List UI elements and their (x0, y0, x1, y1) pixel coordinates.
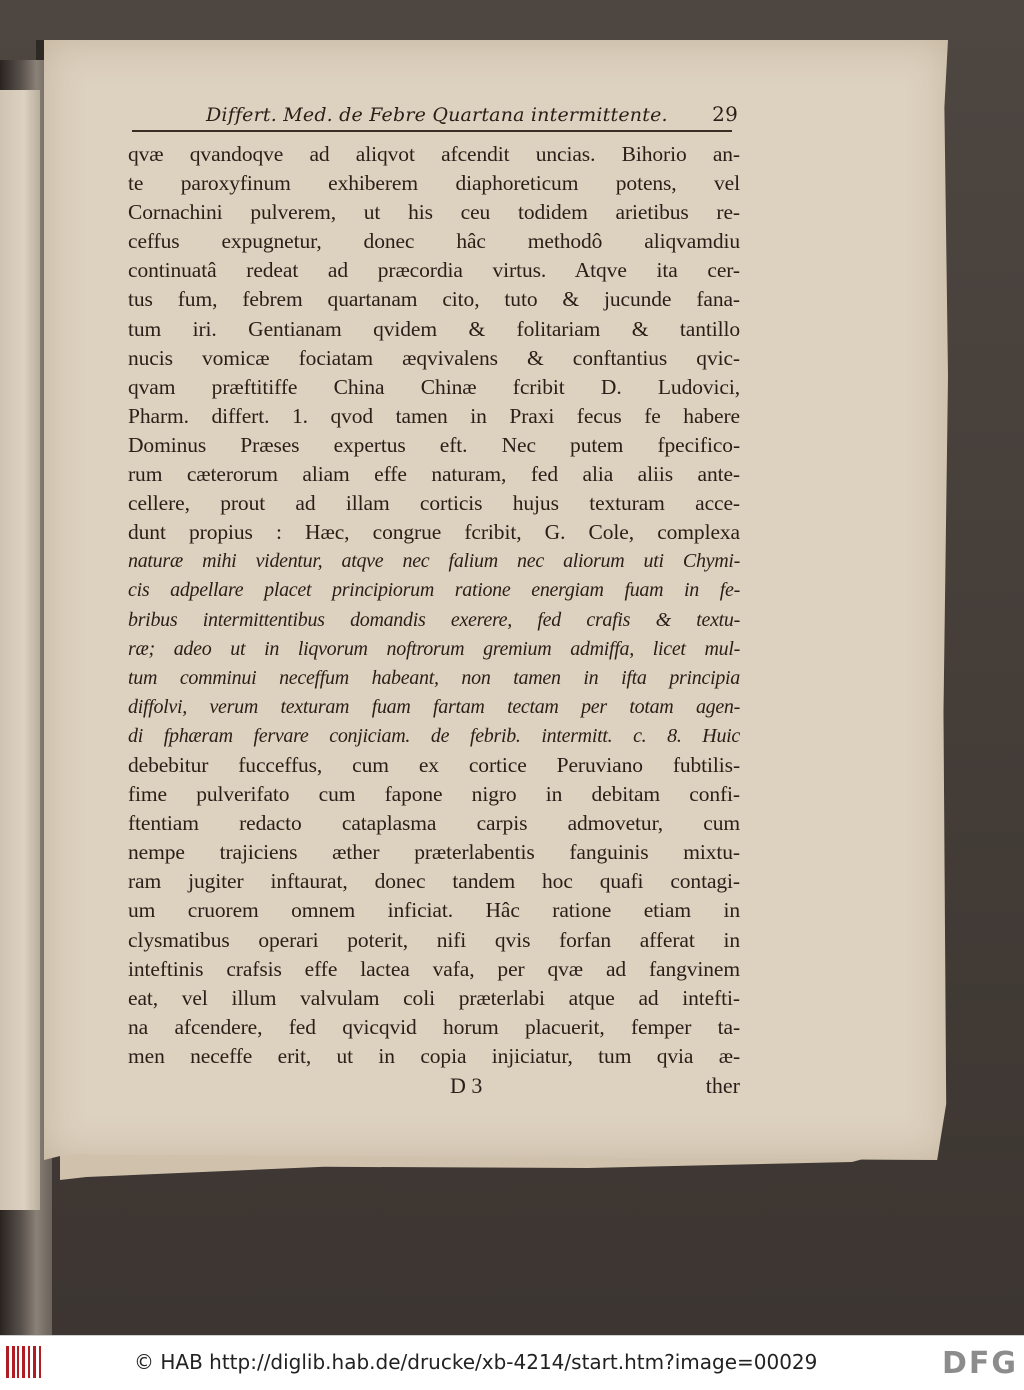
citation-text[interactable]: © HAB http://diglib.hab.de/drucke/xb-4214/start.htm?image=00029 (134, 1350, 818, 1374)
previous-page-sliver (0, 90, 40, 1210)
text-line: cis adpellare placet principiorum ratione energiam fuam in fe- (128, 579, 740, 602)
text-line: fime pulverifato cum fapone nigro in debitam confi- (128, 782, 740, 807)
text-line: clysmatibus operari poterit, nifi qvis forfan afferat in (128, 927, 740, 952)
text-line: eat, vel illum valvulam coli præterlabi atque ad intefti- (128, 985, 740, 1010)
text-line: ftentiam redacto cataplasma carpis admovetur, cum (128, 811, 740, 836)
text-line: di fphæram fervare conjiciam. de febrib. intermitt. c. 8. Huic (128, 724, 740, 747)
text-line: continuatâ redeat ad præcordia virtus. Atqve ita cer- (128, 258, 740, 283)
running-header (128, 100, 740, 130)
text-line: um cruorem omnem inficiat. Hâc ratione etiam in (128, 898, 740, 923)
text-line: tum iri. Gentianam qvidem & folitariam & tantillo (128, 316, 740, 341)
text-line: ræ; adeo ut in liqvorum noftrorum gremium admiffa, licet mul- (128, 637, 740, 660)
text-line: naturæ mihi videntur, atqve nec falium nec aliorum uti Chymi- (128, 550, 740, 573)
attribution-bar (0, 1335, 1024, 1390)
page-footer (128, 1071, 740, 1103)
text-line: te paroxyfinum exhiberem diaphoreticum potens, vel (128, 171, 740, 196)
header-rule (132, 130, 732, 132)
signature-mark: D 3 (450, 1073, 483, 1098)
text-line: ram jugiter inftaurat, donec tandem hoc quafi contagi- (128, 869, 740, 894)
text-line: Dominus Præses expertus eft. Nec putem fpecifico- (128, 432, 740, 457)
text-lines (128, 140, 740, 1071)
text-line: nempe trajiciens æther præterlabentis fanguinis mixtu- (128, 840, 740, 865)
text-line: diffolvi, verum texturam fuam fartam tectam per totam agen- (128, 695, 740, 718)
text-line: tum comminui neceffum habeant, non tamen in ifta principia (128, 666, 740, 689)
text-line: Cornachini pulverem, ut his ceu todidem arietibus re- (128, 200, 740, 225)
text-line: qvam præftitiffe China Chinæ fcribit D. Ludovici, (128, 374, 740, 399)
catchword: ther (705, 1073, 740, 1098)
text-line: rum cæterorum aliam effe naturam, fed alia aliis ante- (128, 462, 740, 487)
hab-barcode-logo-icon (6, 1346, 44, 1378)
page-number: 29 (712, 102, 738, 126)
text-line: debebitur fucceffus, cum ex cortice Peruviano fubtilis- (128, 752, 740, 777)
page-text (128, 100, 740, 1103)
text-line: Pharm. differt. 1. qvod tamen in Praxi fecus fe habere (128, 403, 740, 428)
text-line: dunt propius : Hæc, congrue fcribit, G. Cole, complexa (128, 520, 740, 545)
text-line: ceffus expugnetur, donec hâc methodô aliqvamdiu (128, 229, 740, 254)
text-line: men neceffe erit, ut in copia injiciatur, tum qvia æ- (128, 1043, 740, 1068)
text-line: qvæ qvandoqve ad aliqvot afcendit uncias. Bihorio an- (128, 142, 740, 166)
text-line: inteftinis crafsis effe lactea vafa, per qvæ ad fangvinem (128, 956, 740, 981)
text-line: na afcendere, fed qvicqvid horum placuerit, femper ta- (128, 1014, 740, 1039)
text-line: tus fum, febrem quartanam cito, tuto & jucunde fana- (128, 287, 740, 312)
running-title: Differt. Med. de Febre Quartana intermittente. (206, 104, 668, 126)
dfg-logo: DFG (941, 1346, 1018, 1381)
text-line: bribus intermittentibus domandis exerere, fed crafis & textu- (128, 608, 740, 631)
text-line: cellere, prout ad illam corticis hujus texturam acce- (128, 491, 740, 516)
text-line: nucis vomicæ fociatam æqvivalens & conftantius qvic- (128, 345, 740, 370)
